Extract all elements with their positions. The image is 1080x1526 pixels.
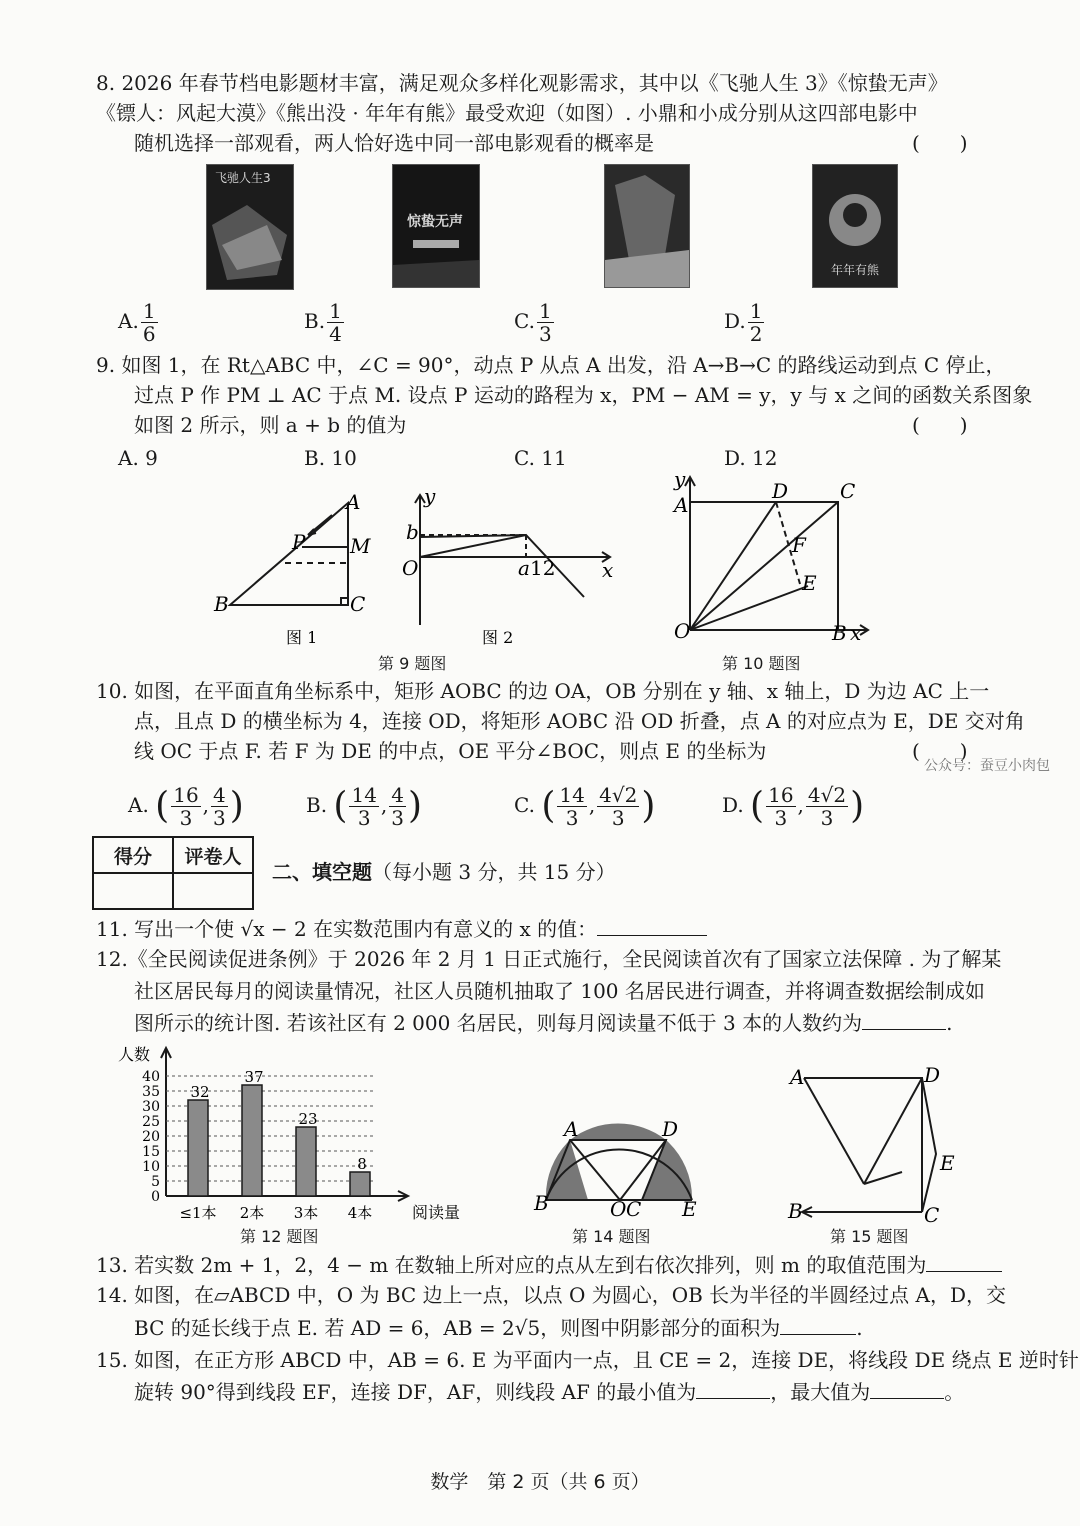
y-tick-label: 15	[142, 1144, 160, 1160]
fig9-graph-12: 12	[530, 556, 556, 580]
figure-14	[530, 1118, 710, 1218]
y-tick-label: 20	[142, 1129, 160, 1145]
bar-value-label: 37	[244, 1068, 264, 1086]
x-tick-label: 2本	[239, 1204, 265, 1222]
fig14-label-o: O	[610, 1197, 627, 1218]
q8-option-c: C. $\frac{1}{3}$	[514, 299, 552, 346]
fig9-caption-2: 图 2	[482, 628, 514, 647]
fig15-title: 第 15 题图	[830, 1227, 909, 1246]
fig9-label-m: M	[350, 534, 371, 558]
grader-header: 评卷人	[173, 837, 253, 873]
q10-paren: ( )	[912, 739, 968, 763]
watermark: 公众号：蚕豆小肉包	[924, 758, 1050, 774]
fig10-label-o: O	[674, 619, 691, 643]
q15-answer-blank-max[interactable]	[870, 1398, 944, 1399]
y-tick-label: 35	[142, 1084, 160, 1100]
q9-line3: 如图 2 所示，则 a + b 的值为	[134, 413, 407, 437]
bar	[350, 1172, 370, 1196]
poster-1-title: 飞驰人生3	[215, 171, 271, 185]
q9-option-a: A. 9	[118, 446, 158, 470]
q10-line2: 点，且点 D 的横坐标为 4，连接 OD，将矩形 AOBC 沿 OD 折叠，点 A 的对应点为 E，DE 交对角	[134, 709, 1025, 733]
fig15-label-b: B	[788, 1199, 803, 1223]
y-tick-label: 40	[142, 1069, 160, 1085]
x-tick-label: ≤1本	[179, 1204, 217, 1222]
poster-1	[206, 164, 294, 290]
q14-answer-blank[interactable]	[780, 1334, 856, 1335]
q8-option-b: B. $\frac{1}{4}$	[304, 299, 342, 346]
fig10-title: 第 10 题图	[722, 654, 801, 673]
fig9-graph-a: a	[518, 556, 530, 580]
fig10-label-b: B	[832, 621, 847, 645]
bar	[242, 1085, 262, 1196]
q13-answer-blank[interactable]	[926, 1271, 1002, 1272]
fig10-label-a: A	[674, 493, 689, 517]
fig10-label-c: C	[840, 479, 856, 503]
bar	[188, 1100, 208, 1196]
reading-bar-chart	[110, 1036, 470, 1226]
q9-paren: ( )	[912, 413, 968, 437]
fig9-graph-o: O	[402, 556, 419, 580]
q10-option-b: B. ( $\frac{14}{3}$ , $\frac{4}{3}$ )	[306, 783, 423, 830]
y-tick-label: 0	[151, 1189, 160, 1205]
section-2-heading: 二、填空题（每小题 3 分，共 15 分）	[272, 860, 616, 884]
figure-9	[210, 485, 630, 675]
fig14-label-d: D	[662, 1118, 679, 1141]
y-tick-label: 5	[151, 1174, 160, 1190]
q11-text: 11. 写出一个使 √x − 2 在实数范围内有意义的 x 的值：	[96, 914, 707, 944]
fig14-label-b: B	[534, 1191, 549, 1215]
q12-answer-blank[interactable]	[862, 1029, 946, 1030]
fig9-label-b: B	[214, 592, 229, 616]
fig10-label-f: F	[792, 533, 806, 557]
x-axis-label: 阅读量	[412, 1203, 461, 1222]
q10-line3: 线 OC 于点 F. 若 F 为 DE 的中点，OE 平分∠BOC，则点 E 的坐标为	[134, 739, 767, 763]
q14-line1: 14. 如图，在▱ABCD 中，O 为 BC 边上一点，以点 O 为圆心，OB 长为半径的半圆经过点 A，D，交	[96, 1283, 1006, 1307]
page-footer: 数学 第 2 页（共 6 页）	[430, 1471, 650, 1493]
fig15-label-e: E	[940, 1151, 955, 1175]
fig14-label-a: A	[564, 1118, 579, 1141]
q10-option-c: C. ( $\frac{14}{3}$ , $\frac{4√2}{3}$ )	[514, 783, 656, 830]
y-tick-label: 25	[142, 1114, 160, 1130]
fig9-title: 第 9 题图	[378, 654, 447, 673]
q9-option-d: D. 12	[724, 446, 778, 470]
q8-line3: 随机选择一部观看，两人恰好选中同一部电影观看的概率是	[134, 131, 654, 155]
fig10-label-x: x	[850, 621, 862, 645]
poster-4	[812, 164, 898, 288]
fig9-label-a: A	[346, 490, 361, 514]
fig9-graph-x: x	[602, 558, 614, 582]
q10-option-a: A. ( $\frac{16}{3}$ , $\frac{4}{3}$ )	[128, 783, 244, 830]
q8-line1: 8. 2026 年春节档电影题材丰富，满足观众多样化观影需求，其中以《飞驰人生 3》《惊蛰无声》	[96, 71, 948, 95]
score-table	[92, 836, 254, 910]
q10-option-d: D. ( $\frac{16}{3}$ , $\frac{4√2}{3}$ )	[722, 783, 865, 830]
q10-line1: 10. 如图，在平面直角坐标系中，矩形 AOBC 的边 OA，OB 分别在 y 轴、x 轴上，D 为边 AC 上一	[96, 679, 990, 703]
poster-2	[392, 164, 480, 288]
grader-cell[interactable]	[173, 873, 253, 909]
figure-15	[782, 1064, 962, 1224]
bar-value-label: 23	[298, 1110, 318, 1128]
fig15-label-a: A	[790, 1065, 805, 1089]
bar-value-label: 8	[357, 1155, 367, 1173]
y-tick-label: 10	[142, 1159, 160, 1175]
q9-option-c: C. 11	[514, 446, 567, 470]
fig10-label-e: E	[802, 571, 817, 595]
y-axis-label: 人数	[118, 1045, 151, 1064]
fig9-label-c: C	[350, 592, 366, 616]
score-header: 得分	[93, 837, 173, 873]
q8-option-d: D. $\frac{1}{2}$	[724, 299, 763, 346]
q14-line2: BC 的延长线于点 E. 若 AD = 6，AB = 2√5，则图中阴影部分的面积为 .	[134, 1316, 863, 1340]
q15-answer-blank-min[interactable]	[696, 1398, 770, 1399]
fig14-title: 第 14 题图	[572, 1227, 651, 1246]
fig10-label-d: D	[772, 479, 789, 503]
q9-option-b: B. 10	[304, 446, 357, 470]
q12-line1: 12.《全民阅读促进条例》于 2026 年 2 月 1 日正式施行，全民阅读首次有了国家立法保障 . 为了解某	[96, 947, 1002, 971]
q11-answer-blank[interactable]	[597, 935, 707, 936]
q8-line2: 《镖人：风起大漠》《熊出没 · 年年有熊》最受欢迎（如图）. 小鼎和小成分别从这四部电影中	[96, 101, 918, 125]
q9-line2: 过点 P 作 PM ⊥ AC 于点 M. 设点 P 运动的路程为 x，PM − AM = y，y 与 x 之间的函数关系图象	[134, 383, 1033, 407]
score-cell[interactable]	[93, 873, 173, 909]
fig15-label-d: D	[924, 1064, 941, 1087]
fig14-label-e: E	[682, 1197, 697, 1218]
q12-line2: 社区居民每月的阅读量情况，社区人员随机抽取了 100 名居民进行调查，并将调查数据绘制成如	[134, 979, 985, 1003]
q8-paren: ( )	[912, 131, 968, 155]
q12-line3: 图所示的统计图. 若该社区有 2 000 名居民，则每月阅读量不低于 3 本的人数约为 .	[134, 1011, 953, 1035]
y-tick-label: 30	[142, 1099, 160, 1115]
fig9-graph-b: b	[406, 520, 419, 544]
chart-title: 第 12 题图	[240, 1227, 319, 1246]
fig14-label-c: C	[626, 1197, 642, 1218]
poster-3	[604, 164, 690, 288]
fig10-label-y: y	[674, 472, 686, 491]
q13-text: 13. 若实数 2m + 1，2，4 − m 在数轴上所对应的点从左到右依次排列，则 m 的取值范围为	[96, 1250, 1002, 1280]
q15-line1: 15. 如图，在正方形 ABCD 中，AB = 6. E 为平面内一点，且 CE = 2，连接 DE，将线段 DE 绕点 E 逆时针	[96, 1348, 1079, 1372]
poster-2-title: 惊蛰无声	[407, 214, 463, 230]
q8-option-a: A. $\frac{1}{6}$	[118, 299, 156, 346]
bar-value-label: 32	[190, 1083, 210, 1101]
fig9-caption-1: 图 1	[286, 628, 318, 647]
fig9-label-p: P	[292, 530, 306, 554]
q15-line2: 旋转 90°得到线段 EF，连接 DF，AF，则线段 AF 的最小值为 ，最大值为 。	[134, 1380, 965, 1404]
q9-line1: 9. 如图 1，在 Rt△ABC 中，∠C = 90°，动点 P 从点 A 出发，沿 A→B→C 的路线运动到点 C 停止，	[96, 353, 1006, 377]
bar	[296, 1127, 316, 1196]
figure-10	[668, 472, 878, 672]
x-tick-label: 3本	[293, 1204, 319, 1222]
poster-4-title: 年年有熊	[831, 263, 880, 277]
fig15-label-c: C	[924, 1203, 940, 1224]
fig9-graph-y: y	[424, 485, 436, 508]
x-tick-label: 4本	[347, 1204, 373, 1222]
